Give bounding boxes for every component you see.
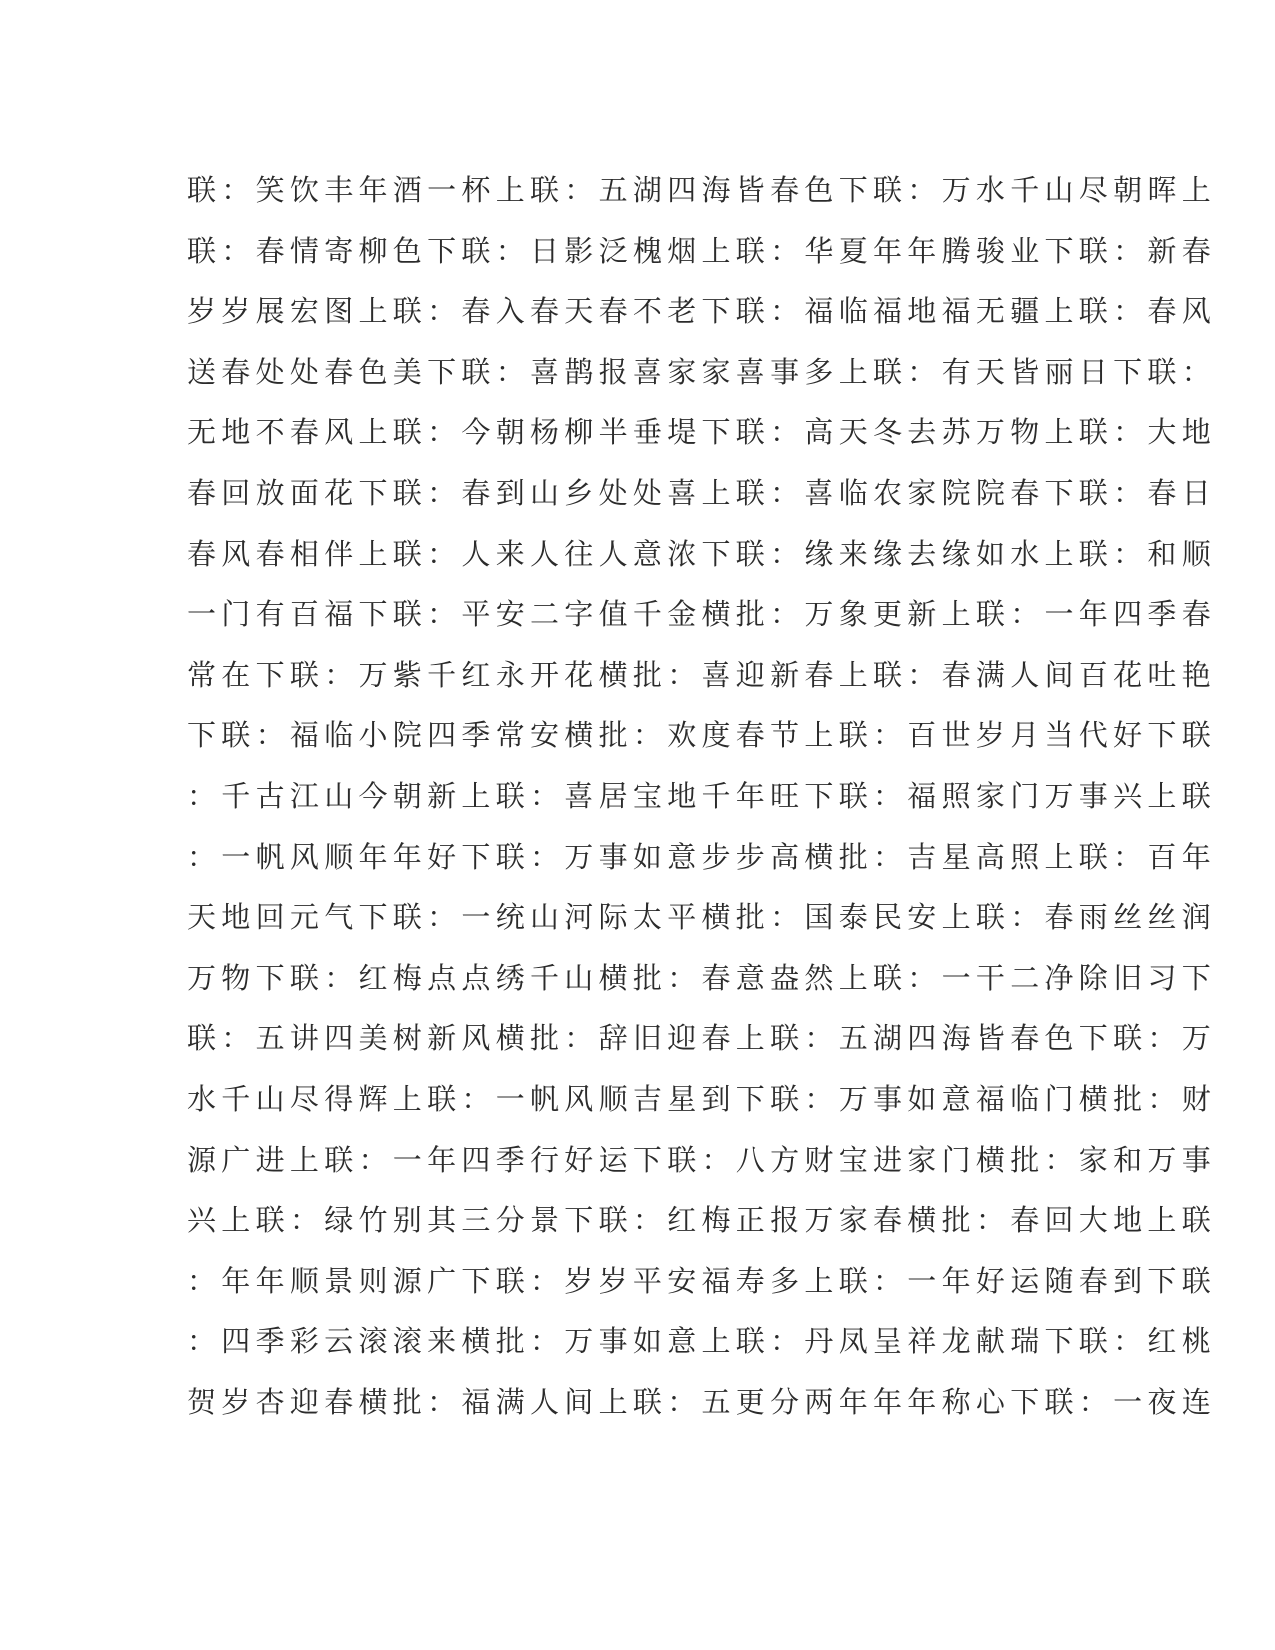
text-line: 天地回元气下联：一统山河际太平横批：国泰民安上联：春雨丝丝润 (187, 900, 1217, 935)
text-line: 下联：福临小院四季常安横批：欢度春节上联：百世岁月当代好下联 (187, 718, 1217, 753)
text-line: ：年年顺景则源广下联：岁岁平安福寿多上联：一年好运随春到下联 (187, 1263, 1217, 1298)
text-line: 无地不春风上联：今朝杨柳半垂堤下联：高天冬去苏万物上联：大地 (187, 415, 1217, 450)
text-line: 贺岁杏迎春横批：福满人间上联：五更分两年年年称心下联：一夜连 (187, 1384, 1217, 1419)
text-line: ：四季彩云滚滚来横批：万事如意上联：丹凤呈祥龙献瑞下联：红桃 (187, 1324, 1217, 1359)
text-line: 源广进上联：一年四季行好运下联：八方财宝进家门横批：家和万事 (187, 1142, 1217, 1177)
body-text (187, 160, 1217, 1432)
text-line: 春回放面花下联：春到山乡处处喜上联：喜临农家院院春下联：春日 (187, 475, 1217, 510)
text-line: 联：五讲四美树新风横批：辞旧迎春上联：五湖四海皆春色下联：万 (187, 1021, 1217, 1056)
text-line: ：千古江山今朝新上联：喜居宝地千年旺下联：福照家门万事兴上联 (187, 778, 1217, 813)
text-line: 岁岁展宏图上联：春入春天春不老下联：福临福地福无疆上联：春风 (187, 294, 1217, 329)
text-line: 兴上联：绿竹别其三分景下联：红梅正报万家春横批：春回大地上联 (187, 1203, 1217, 1238)
text-line: 常在下联：万紫千红永开花横批：喜迎新春上联：春满人间百花吐艳 (187, 657, 1217, 692)
text-line: 联：笑饮丰年酒一杯上联：五湖四海皆春色下联：万水千山尽朝晖上 (187, 173, 1217, 207)
text-line: 春风春相伴上联：人来人往人意浓下联：缘来缘去缘如水上联：和顺 (187, 536, 1217, 571)
text-line: 水千山尽得辉上联：一帆风顺吉星到下联：万事如意福临门横批：财 (187, 1081, 1217, 1116)
text-line: ：一帆风顺年年好下联：万事如意步步高横批：吉星高照上联：百年 (187, 839, 1217, 874)
text-line: 万物下联：红梅点点绣千山横批：春意盎然上联：一干二净除旧习下 (187, 960, 1217, 995)
text-line: 一门有百福下联：平安二字值千金横批：万象更新上联：一年四季春 (187, 597, 1217, 632)
text-line: 联：春情寄柳色下联：日影泛槐烟上联：华夏年年腾骏业下联：新春 (187, 233, 1217, 268)
text-line: 送春处处春色美下联：喜鹊报喜家家喜事多上联：有天皆丽日下联： (187, 354, 1217, 389)
